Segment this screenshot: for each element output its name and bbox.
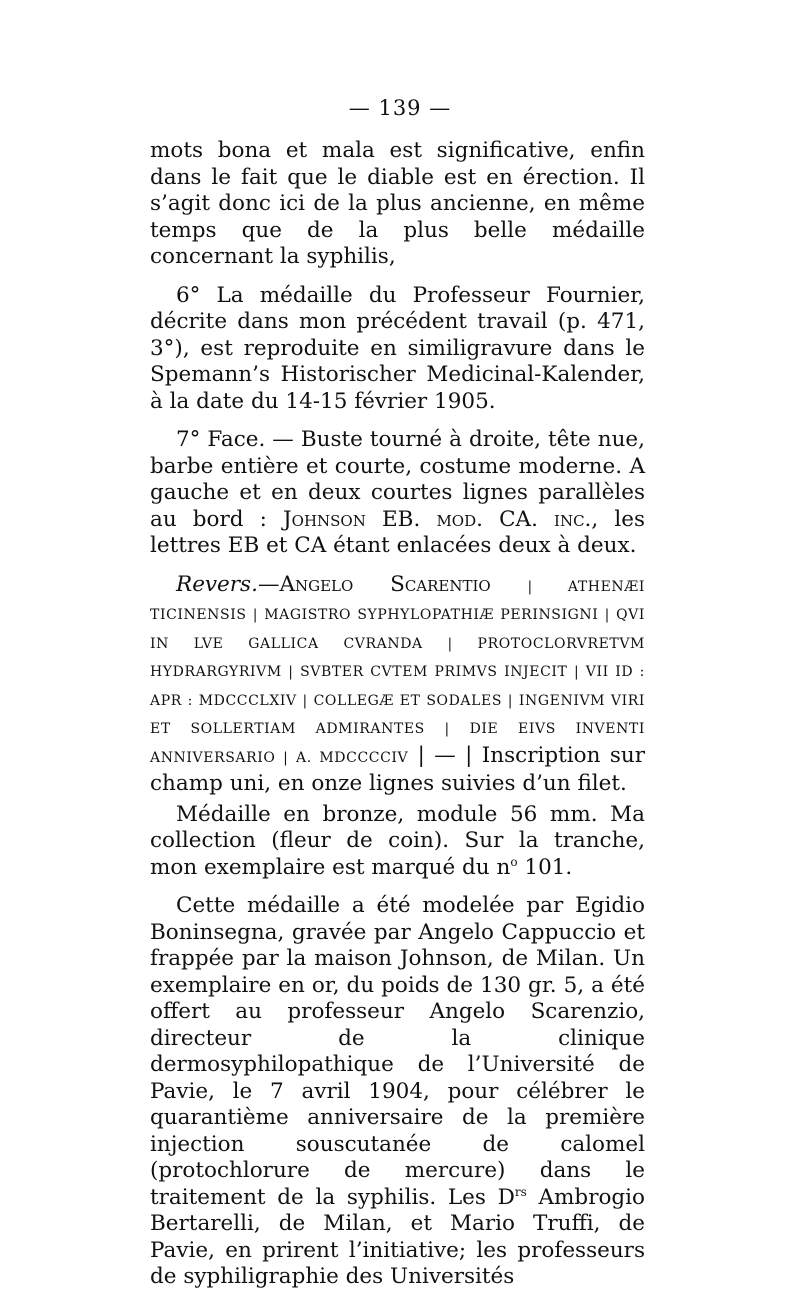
face-mid: EB. bbox=[365, 506, 437, 532]
p5-text-a: Médaille en bronze, module 56 mm. Ma collection (fleur de coin). Sur la tranche, mon exemplaire est marqué du n bbox=[150, 801, 645, 880]
paragraph-revers bbox=[150, 572, 645, 798]
paragraph-2: 6° La médaille du Professeur Fournier, décrite dans mon précédent travail (p. 471, 3°), est reproduite en similigravure dans le Spemann’s Historischer Medicinal-Kalender, à la date du 14-15 février 1905. bbox=[150, 282, 645, 414]
face-caps-mod: mod. bbox=[436, 506, 483, 532]
paragraph-6 bbox=[150, 893, 645, 1291]
face-end: , les lettres EB et CA étant enlacées deux à deux. bbox=[150, 506, 645, 558]
page-number: — 139 — bbox=[348, 96, 452, 120]
paragraph-1: mots bona et mala est significative, enfin dans le fait que le diable est en érection. Il s’agit donc ici de la plus ancienne, en même temps que de la plus belle médaille concernant la syphilis, bbox=[150, 138, 645, 269]
paragraph-5 bbox=[150, 802, 645, 882]
p5-sup: o bbox=[510, 854, 518, 869]
revers-dash: — bbox=[257, 571, 280, 597]
face-text: Buste tourné à droite, tête nue, barbe entière et courte, costume moderne. A gauche et en deux courtes lignes parallèles au bord : bbox=[150, 427, 645, 532]
face-mid-2: CA. bbox=[482, 506, 555, 532]
face-lead: 7° Face. — bbox=[176, 427, 301, 452]
revers-inscription: | ATHENÆI TICINENSIS | MAGISTRO SYPHYLOPATHIÆ PERINSIGNI | QVI IN LVE GALLICA CVRANDA | PROTOCLORVRETVM HYDRARGYRIVM | SVBTER CVTEM PRIMVS INJECIT | VII ID : APR : MDCCCLXIV | COLLEGÆ ET SODALES | INGENIVM VIRI ET SOLLERTIAM ADMIRANTES | DIE EIVS INVENTI ANNIVERSARIO | A. MDCCCCIV bbox=[150, 578, 645, 766]
revers-tail: | — | Inscription sur champ uni, en onze lignes suivies d’un filet. bbox=[150, 742, 646, 796]
revers-label: Revers. bbox=[176, 571, 258, 597]
revers-name: Angelo Scarentio bbox=[279, 571, 491, 597]
face-caps-johnson: Johnson bbox=[283, 506, 366, 532]
p6-text-b: Ambrogio Bertarelli, de Milan, et Mario Truffi, de Pavie, en prirent l’initiative; les professeurs de syphiligraphie des Universités bbox=[150, 1184, 645, 1289]
body-text bbox=[150, 138, 645, 1303]
p6-text-a: Cette médaille a été modelée par Egidio Boninsegna, gravée par Angelo Cappuccio et frappée par la maison Johnson, de Milan. Un exemplaire en or, du poids de 130 gr. 5, a été offert au professeur Angelo Scarenzio, directeur de la clinique dermosyphilopathique de l’Université de Pavie, le 7 avril 1904, pour célébrer le quarantième anniversaire de la première injection souscutanée de calomel (protochlorure de mercure) dans le traitement de la syphilis. Les D bbox=[150, 893, 645, 1210]
face-caps-inc: inc. bbox=[554, 506, 592, 532]
p5-text-b: 101. bbox=[517, 854, 573, 880]
p6-sup: rs bbox=[514, 1184, 527, 1199]
paragraph-3 bbox=[150, 427, 645, 560]
